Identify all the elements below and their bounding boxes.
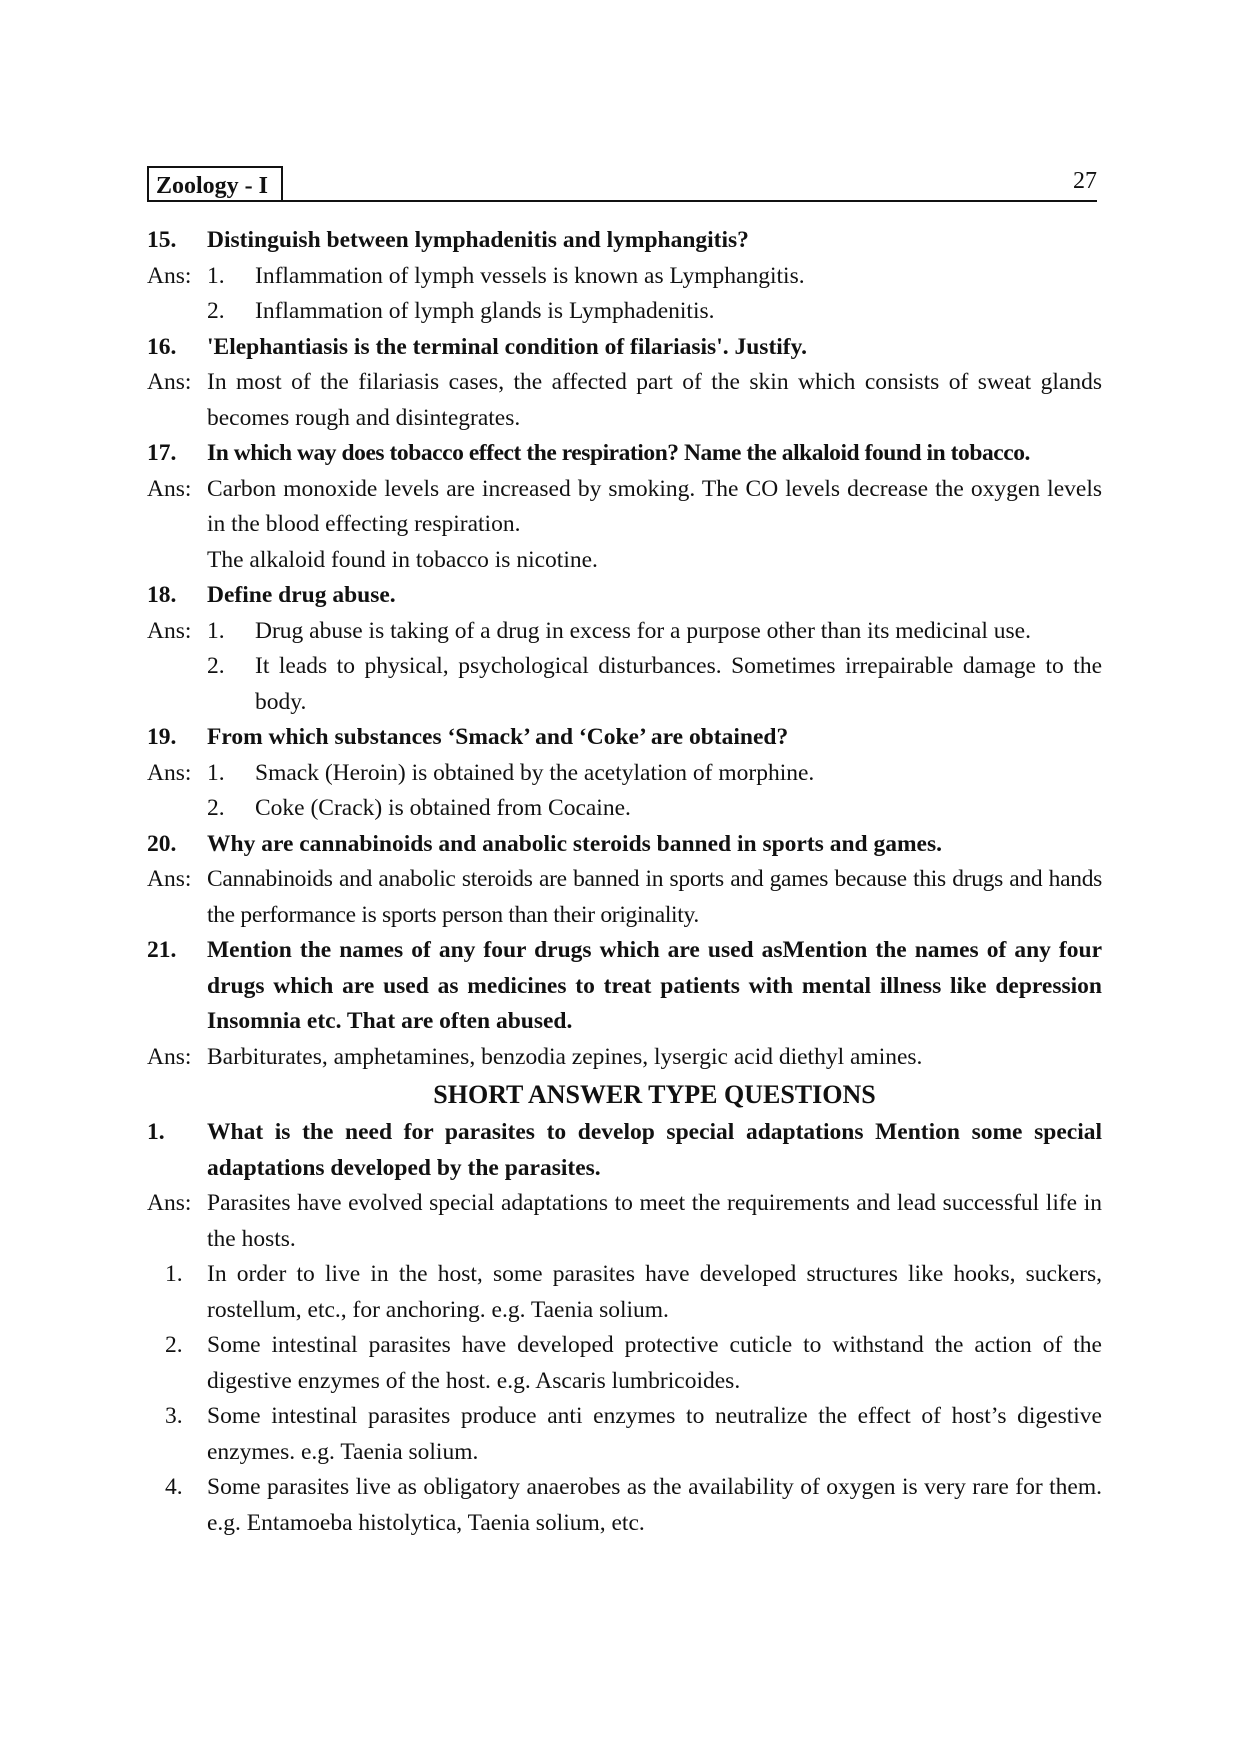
adaptation-point-4 [147,1470,1102,1541]
answer-18-1 [147,614,1102,650]
question-number: 15. [147,227,177,253]
point-text: In order to live in the host, some parasites have developed structures like hooks, suckers, rostellum, etc., for anchoring. e.g. Taenia solium. [207,1261,1102,1323]
answer-point-text: Smack (Heroin) is obtained by the acetylation of morphine. [255,759,815,786]
question-number: 1. [147,1119,165,1145]
answer-point-text: Drug abuse is taking of a drug in excess for a purpose other than its medicinal use. [255,617,1031,644]
question-17 [147,436,1102,472]
answer-point-text: It leads to physical, psychological disturbances. Sometimes irrepairable damage to the body. [255,653,1102,715]
question-number: 18. [147,582,177,608]
point-text: Some intestinal parasites produce anti enzymes to neutralize the effect of host’s digestive enzymes. e.g. Taenia solium. [207,1403,1102,1465]
question-18 [147,578,1102,614]
point-number: 2. [165,1332,183,1358]
question-text: Why are cannabinoids and anabolic steroids banned in sports and games. [207,830,942,857]
page-header [147,166,1097,206]
adaptation-point-3 [147,1399,1102,1470]
point-number: 4. [165,1474,183,1500]
answer-text: In most of the filariasis cases, the affected part of the skin which consists of sweat glands becomes rough and disintegrates. [207,369,1102,431]
answer-text: Barbiturates, amphetamines, benzodia zepines, lysergic acid diethyl amines. [207,1043,923,1070]
answer-text: Carbon monoxide levels are increased by smoking. The CO levels decrease the oxygen levels in the blood effecting respiration. [207,475,1102,537]
answer-point-number: 1. [207,262,225,289]
question-text: Define drug abuse. [207,582,396,608]
answer-text: Cannabinoids and anabolic steroids are banned in sports and games because this drugs and hands the performance is sports person than their originality. [207,866,1102,928]
question-text: What is the need for parasites to develop special adaptations Mention some special adaptations developed by the parasites. [207,1119,1102,1181]
ans-label: Ans: [147,617,192,644]
question-number: 19. [147,724,177,750]
answer-17 [147,472,1102,543]
answer-text: Parasites have evolved special adaptations to meet the requirements and lead successful life in the hosts. [207,1190,1102,1252]
answer-point-number: 1. [207,617,225,644]
answer-20 [147,862,1102,933]
question-text: Mention the names of any four drugs which are used asMention the names of any four drugs which are used as medicines to treat patients with mental illness like depression Insomnia etc. That are often abused. [207,937,1102,1034]
answer-19-2 [147,791,1102,827]
page-number: 27 [1073,168,1097,194]
point-text: Some intestinal parasites have developed protective cuticle to withstand the action of the digestive enzymes of the host. e.g. Ascaris lumbricoides. [207,1332,1102,1394]
adaptation-point-2 [147,1328,1102,1399]
ans-label: Ans: [147,475,192,502]
question-20 [147,827,1102,863]
short-answer-1 [147,1186,1102,1257]
header-rule [283,200,1097,202]
question-number: 20. [147,830,177,857]
subject-title: Zoology - I [147,166,283,202]
answer-point-number: 2. [207,298,225,324]
question-number: 21. [147,937,177,963]
question-number: 16. [147,333,177,360]
answer-15-1 [147,259,1102,295]
answer-point-number: 2. [207,795,225,821]
question-15 [147,223,1102,259]
point-number: 3. [165,1403,183,1429]
question-21 [147,933,1102,1040]
point-text: Some parasites live as obligatory anaerobes as the availability of oxygen is very rare for them. e.g. Entamoeba histolytica, Taenia solium, etc. [207,1474,1102,1536]
question-text: In which way does tobacco effect the respiration? Name the alkaloid found in tobacco. [207,440,1030,466]
adaptation-point-1 [147,1257,1102,1328]
answer-16 [147,365,1102,436]
answer-15-2 [147,294,1102,330]
ans-label: Ans: [147,1043,192,1070]
ans-label: Ans: [147,1190,192,1216]
answer-point-number: 1. [207,759,225,786]
answer-text: The alkaloid found in tobacco is nicotine. [207,546,598,573]
ans-label: Ans: [147,759,192,786]
question-text: 'Elephantiasis is the terminal condition of filariasis'. Justify. [207,333,807,360]
answer-17-continued [147,543,1102,579]
answer-19-1 [147,756,1102,792]
ans-label: Ans: [147,262,192,289]
answer-point-number: 2. [207,653,225,679]
question-number: 17. [147,440,177,466]
content [147,223,1102,1541]
answer-point-text: Coke (Crack) is obtained from Cocaine. [255,795,631,821]
point-number: 1. [165,1261,183,1287]
answer-18-2 [147,649,1102,720]
question-19 [147,720,1102,756]
question-16 [147,330,1102,366]
ans-label: Ans: [147,369,192,395]
short-question-1 [147,1115,1102,1186]
question-text: Distinguish between lymphadenitis and lymphangitis? [207,227,749,253]
ans-label: Ans: [147,866,192,892]
answer-point-text: Inflammation of lymph glands is Lymphadenitis. [255,298,715,324]
answer-point-text: Inflammation of lymph vessels is known as Lymphangitis. [255,262,805,289]
answer-21 [147,1040,1102,1076]
question-text: From which substances ‘Smack’ and ‘Coke’ are obtained? [207,724,789,750]
section-heading: SHORT ANSWER TYPE QUESTIONS [433,1080,876,1109]
